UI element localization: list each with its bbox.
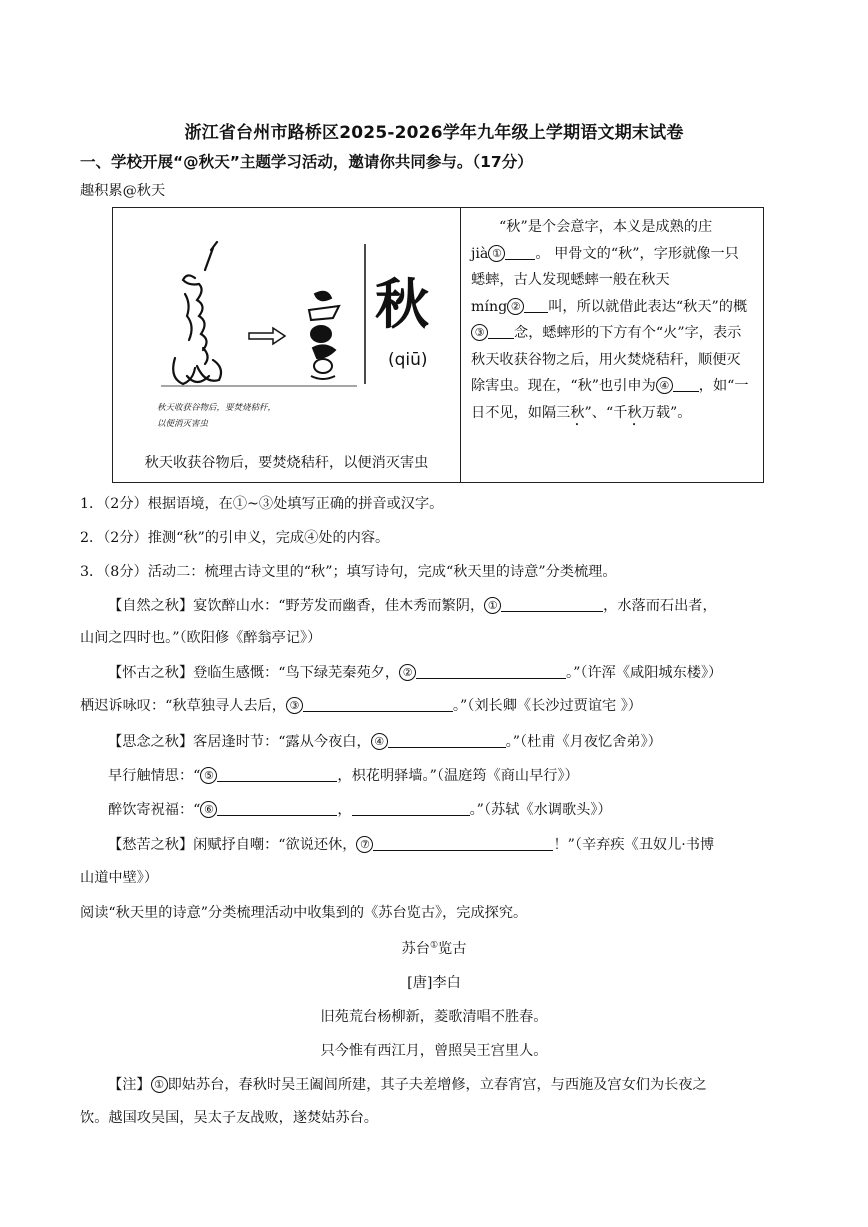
footnote-marker: ① (429, 940, 439, 951)
emphasis-qiu: 秋 (570, 404, 585, 421)
passage-text: 万载”。 (641, 404, 692, 421)
poem-text: ，枳花明驿墙。”（温庭筠《商山早行》） (337, 768, 579, 784)
poem-text: 【怀古之秋】登临生感慨：“鸟下绿芜秦苑夕， (108, 665, 400, 681)
marker-5: ⑤ (200, 767, 217, 784)
question-2: 2．（2分）推测“秋”的引申义，完成④处的内容。 (80, 530, 390, 546)
marker-3: ③ (471, 324, 488, 341)
passage-text: 叫，所以就借此表达“秋天”的概 (548, 298, 748, 315)
poem-text: 。”（刘长卿《长沙过贾谊宅 》） (452, 698, 642, 714)
arrow-glyph (249, 328, 285, 344)
answer-blank-2[interactable] (416, 664, 566, 679)
poem-item-missing-2 (108, 766, 579, 786)
passage-line (471, 294, 761, 321)
poem-text: 【愁苦之秋】闲赋抒自嘲：“欲说还休， (108, 837, 357, 853)
answer-blank-4[interactable] (388, 733, 506, 748)
poem-item-nature (108, 596, 717, 616)
figure-box (112, 207, 764, 483)
poem-text: 栖迟诉咏叹：“秋草独寻人去后， (80, 698, 286, 714)
emphasis-qiu: 秋 (627, 404, 642, 421)
poem-item-missing (108, 732, 662, 752)
poem-item-nostalgia (108, 663, 722, 683)
marker-3: ③ (286, 697, 303, 714)
poem-text: 【自然之秋】宴饮醉山水：“野芳发而幽香，佳木秀而繁阴， (108, 598, 485, 614)
passage-line: 蟋蟀，古人发现蟋蟀一般在秋天 (471, 272, 670, 288)
note-line (108, 1075, 707, 1095)
question-3: 3．（8分）活动二：梳理古诗文里的“秋”；填写诗句，完成“秋天里的诗意”分类梳理。 (80, 564, 617, 580)
marker-4: ④ (371, 733, 388, 750)
cricket-glyph (173, 242, 221, 384)
answer-blank-7[interactable] (373, 836, 553, 851)
passage-text: 念，蟋蟀形的下方有个“火”字，表示 (514, 325, 742, 341)
passage-text: ，如“一 (698, 378, 749, 394)
passage-line (471, 373, 761, 400)
seal-glyph (309, 292, 339, 379)
passage-line (471, 320, 761, 347)
poem-text: ， (337, 802, 352, 818)
figure-illustration (113, 208, 461, 482)
illustration-caption-2: 以便消灭害虫 (157, 419, 209, 429)
poem-item-nature-cont: 山间之四时也。”（欧阳修《醉翁亭记》） (80, 630, 322, 646)
marker-7: ⑦ (356, 836, 373, 853)
passage-text: 。 甲骨文的“秋”，字形就像一只 (535, 245, 739, 262)
blank-3[interactable] (488, 324, 514, 339)
poem-text: 【思念之秋】客居逢时节：“露从今夜白， (108, 734, 371, 750)
passage-line (471, 241, 761, 268)
figure-passage (471, 214, 761, 429)
marker-1: ① (151, 1076, 168, 1093)
poem-title-text: 苏台 (401, 941, 430, 957)
poem-text: 。”（许浑《咸阳城东楼》） (566, 665, 723, 681)
marker-2: ② (507, 298, 524, 315)
passage-line (471, 400, 761, 429)
question-1: 1．（2分）根据语境，在①~③处填写正确的拼音或汉字。 (80, 496, 444, 512)
note-label: 【注】 (108, 1077, 151, 1093)
note-line-2: 饮。越国攻吴国，吴太子友战败，遂焚姑苏台。 (80, 1110, 378, 1126)
answer-blank-6a[interactable] (217, 801, 337, 816)
poem-line-2: 只今惟有西江月，曾照吴王宫里人。 (320, 1043, 548, 1059)
pinyin-ming: míng (471, 298, 508, 315)
marker-2: ② (399, 664, 416, 681)
poem-item-sorrow-cont: 山道中壁》） (80, 870, 159, 886)
marker-1: ① (488, 245, 505, 262)
answer-blank-1[interactable] (501, 597, 603, 612)
marker-6: ⑥ (200, 801, 217, 818)
poem-item-missing-3 (108, 800, 612, 820)
blank-1[interactable] (505, 245, 535, 260)
passage-text: 日不见，如隔三 (471, 404, 571, 421)
passage-line: “秋”是个会意字，本义是成熟的庄 (499, 219, 713, 235)
passage-text: ”、“千 (584, 404, 628, 421)
poem-text: 。”（杜甫《月夜忆舍弟》） (505, 734, 662, 750)
passage-text: 除害虫。现在，“秋”也引申为 (471, 378, 656, 394)
poem-item-sorrow (108, 835, 714, 855)
illustration-caption: 秋天收获谷物后，要焚烧秸秆， (157, 403, 277, 413)
poem-title (0, 938, 868, 958)
poem-line-1: 旧苑荒台杨柳新，菱歌清唱不胜春。 (320, 1009, 548, 1025)
blank-2[interactable] (524, 298, 548, 313)
poem-author: [唐]李白 (407, 975, 461, 991)
poem-title-text: 览古 (438, 941, 467, 957)
answer-blank-3[interactable] (303, 697, 453, 712)
section-heading: 一、学校开展“@秋天”主题学习活动，邀请你共同参与。（17分） (80, 153, 533, 171)
answer-blank-5[interactable] (217, 767, 337, 782)
poem-text: 。”（苏轼《水调歌头》） (469, 802, 612, 818)
marker-4: ④ (656, 377, 673, 394)
poem-text: 早行触情思：“ (108, 768, 201, 784)
sub-heading: 趣积累@秋天 (80, 183, 166, 199)
exam-title: 浙江省台州市路桥区2025-2026学年九年级上学期语文期末试卷 (184, 123, 684, 143)
answer-blank-6b[interactable] (352, 801, 470, 816)
poem-text: ，水落而石出者， (603, 598, 717, 614)
pinyin-jia: jià (471, 245, 489, 262)
big-character: 秋 (375, 272, 429, 336)
poem-item-nostalgia-2 (80, 696, 642, 716)
poem-text: ！”（辛弃疾《丑奴儿·书博 (553, 837, 715, 853)
marker-1: ① (484, 597, 501, 614)
pinyin-label: (qiū) (388, 350, 428, 370)
blank-4[interactable] (673, 377, 699, 392)
figure-caption: 秋天收获谷物后，要焚烧秸秆，以便消灭害虫 (144, 455, 429, 471)
passage-line: 秋天收获谷物之后，用火焚烧秸秆，顺便灭 (471, 351, 741, 368)
reading-intro: 阅读“秋天里的诗意”分类梳理活动中收集到的《苏台览古》，完成探究。 (80, 905, 528, 921)
poem-text: 醉饮寄祝福：“ (108, 802, 201, 818)
note-text: 即姑苏台，春秋时吴王阖闾所建，其子夫差增修，立春宵宫，与西施及宫女们为长夜之 (167, 1077, 707, 1093)
